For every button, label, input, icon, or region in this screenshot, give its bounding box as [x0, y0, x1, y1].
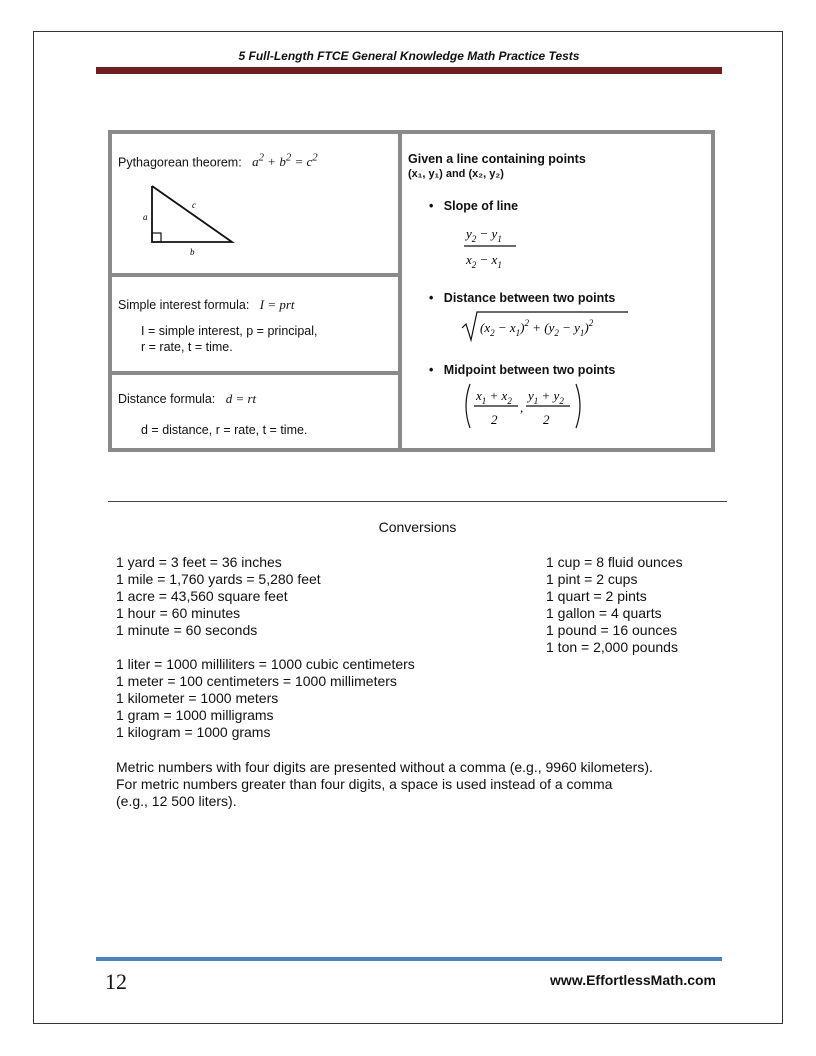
distance-formula-cell	[112, 375, 402, 448]
pythagorean-title: Pythagorean theorem:	[118, 155, 242, 170]
list-item: 1 ton = 2,000 pounds	[546, 639, 678, 655]
svg-text:x1 + x2: $x_1 + x_2$	[476, 388, 512, 406]
slope-label: Slope of line	[443, 199, 519, 213]
pythagorean-label	[118, 152, 318, 170]
simple-interest-title	[118, 297, 295, 313]
list-item: 1 quart = 2 pints	[546, 588, 647, 604]
distance-formula-expression: d = rt	[225, 391, 257, 406]
distance-formula-description: d = distance, r = rate, t = time.	[141, 423, 308, 437]
svg-text:y2 − y1: $y_2 - y_1$	[466, 226, 502, 244]
conversions-length-time-list	[116, 554, 321, 639]
page-number: 12	[105, 969, 127, 994]
line-points-text: (x₁, y₁) and (x₂, y₂)	[408, 168, 504, 180]
svg-text:2: 2	[543, 412, 550, 427]
conversions-volume-weight-list	[546, 554, 683, 656]
list-item: 1 pound = 16 ounces	[546, 622, 678, 638]
simple-interest-label: Simple interest formula:	[118, 298, 250, 312]
list-item: 1 yard = 3 feet = 36 inches	[116, 554, 282, 570]
list-item: 1 kilometer = 1000 meters	[116, 690, 279, 706]
pythagorean-formula: $a^2 + b^2 = c^2$	[252, 152, 318, 170]
svg-text:y1 + y2: $y_1 + y_2$	[528, 388, 564, 406]
side-a-label: a	[143, 212, 148, 222]
line-intro-text: Given a line containing points	[408, 152, 586, 166]
list-item: 1 pint = 2 cups	[546, 571, 638, 587]
line-intro	[408, 152, 586, 182]
side-c-label: c	[192, 200, 196, 210]
midpoint-label: Midpoint between two points	[443, 363, 616, 377]
section-divider	[108, 501, 727, 502]
midpoint-bullet: • Midpoint between two points	[429, 363, 616, 377]
list-item: 1 hour = 60 minutes	[116, 605, 241, 621]
list-item: 1 gram = 1000 milligrams	[116, 707, 274, 723]
slope-bullet: • Slope of line	[429, 199, 519, 213]
footer-rule	[96, 957, 722, 961]
list-item: 1 cup = 8 fluid ounces	[546, 554, 683, 570]
distance-points-bullet: • Distance between two points	[429, 291, 616, 305]
metric-note-line2: For metric numbers greater than four digits, a space is used instead of a comma	[116, 776, 613, 792]
simple-interest-desc-line1: I = simple interest, p = principal,	[141, 324, 318, 338]
list-item: 1 minute = 60 seconds	[116, 622, 258, 638]
svg-text:2: 2	[491, 412, 498, 427]
metric-numbers-note	[116, 759, 716, 810]
distance-formula-title	[118, 391, 256, 407]
simple-interest-formula: I = prt	[259, 297, 295, 312]
side-b-label: b	[190, 247, 195, 257]
right-triangle-diagram	[136, 182, 246, 257]
simple-interest-cell	[112, 277, 402, 375]
list-item: 1 gallon = 4 quarts	[546, 605, 662, 621]
midpoint-formula	[462, 382, 592, 434]
simple-interest-description	[141, 323, 317, 355]
pythagorean-cell	[112, 134, 402, 277]
triangle-outline	[152, 186, 232, 242]
list-item: 1 acre = 43,560 square feet	[116, 588, 288, 604]
formula-reference-box	[108, 130, 715, 452]
distance-formula-label: Distance formula:	[118, 392, 216, 406]
slope-fraction	[464, 222, 534, 274]
line-formulas-cell	[402, 134, 711, 448]
conversions-metric-list	[116, 656, 415, 741]
list-item: 1 mile = 1,760 yards = 5,280 feet	[116, 571, 321, 587]
simple-interest-desc-line2: r = rate, t = time.	[141, 340, 233, 354]
list-item: 1 meter = 100 centimeters = 1000 millimeters	[116, 673, 397, 689]
conversions-title: Conversions	[378, 519, 457, 535]
page-header-title: 5 Full-Length FTCE General Knowledge Math Practice Tests	[238, 49, 580, 63]
right-angle-marker	[152, 233, 161, 242]
svg-text:x2 − x1: $x_2 - x_1$	[466, 252, 502, 270]
metric-note-line1: Metric numbers with four digits are presented without a comma (e.g., 9960 kilometers).	[116, 759, 653, 775]
metric-note-line3: (e.g., 12 500 liters).	[116, 793, 237, 809]
distance-points-label: Distance between two points	[443, 291, 616, 305]
svg-text:,: ,	[520, 400, 524, 415]
header-rule	[96, 67, 722, 74]
list-item: 1 kilogram = 1000 grams	[116, 724, 271, 740]
distance-points-formula	[460, 310, 630, 344]
footer-website-url: www.EffortlessMath.com	[550, 972, 716, 988]
svg-text:(x2 − x1)2 + (y2 − y1)2: $(x_2 - x_1)^2 + (y_2 - y_1)^2$	[480, 318, 594, 338]
list-item: 1 liter = 1000 milliliters = 1000 cubic centimeters	[116, 656, 415, 672]
